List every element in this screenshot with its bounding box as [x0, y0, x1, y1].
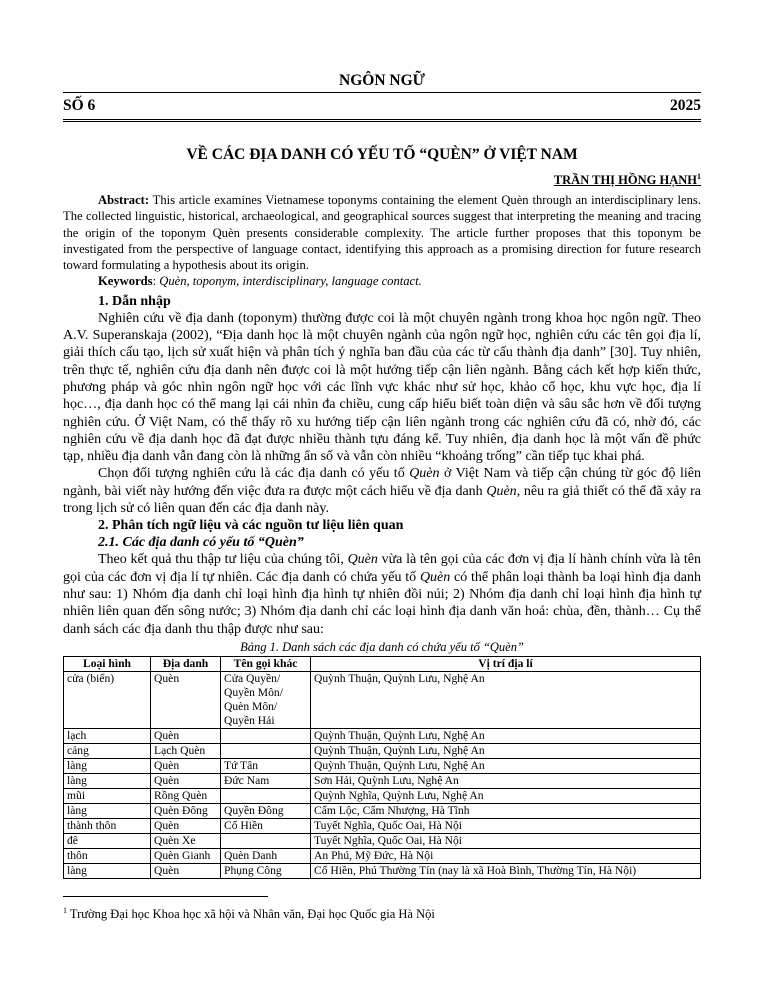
table-cell: Cổ Hiền, Phú Thường Tín (nay là xã Hoà Bình, Thường Tín, Hà Nội): [311, 863, 701, 878]
table-cell: Quèn: [151, 728, 221, 743]
table-row: [64, 848, 701, 863]
table-cell: Quỳnh Thuận, Quỳnh Lưu, Nghệ An: [311, 743, 701, 758]
text-run: vừa là tên gọi của các đơn vị địa lí hành chính vừa là tên gọi của các đơn vị địa lí tự nhiên. Các địa danh có chứa yếu tố: [63, 552, 701, 585]
abstract: [63, 192, 701, 273]
table-cell: Sơn Hải, Quỳnh Lưu, Nghệ An: [311, 773, 701, 788]
keywords: Keywords: Quèn, toponym, interdisciplinary, language contact.: [98, 274, 422, 289]
header-rule-bottom: [63, 119, 701, 122]
section-2-heading: 2. Phân tích ngữ liệu và các nguồn tư liệu liên quan: [98, 518, 404, 534]
table-cell: Quèn: [151, 671, 221, 728]
table-cell: Tuyết Nghĩa, Quốc Oai, Hà Nội: [311, 818, 701, 833]
section-1-paragraph-1: Nghiên cứu về địa danh (toponym) thường được coi là một chuyên ngành trong khoa học ngôn ngữ. Theo A.V. Superanskaja (2002), “Địa danh học là một chuyên ngành của ngôn ngữ học, nghiên cứu các tên gọi địa lí, giải thích cấu tạo, lịch sử xuất hiện và phân tích ý nghĩa ban đầu của các từ cấu thành địa danh” [30]. Tuy nhiên, trên thực tế, nghiên cứu địa danh nên được coi là một hướng tiếp cận liên ngành. Bằng cách kết hợp kiến thức, phương pháp và góc nhìn ngôn ngữ học với các lĩnh vực khác như sử học, khảo cổ học, khu vực học, địa lí học…, địa danh học có thể mang lại cái nhìn đa chiều, cung cấp hiểu biết toàn diện và sâu sắc hơn về đối tượng nghiên cứu. Ở Việt Nam, có thể thấy rõ xu hướng tiếp cận liên ngành trong các nghiên cứu đã có, nhờ đó, các nghiên cứu về địa danh học đã đạt được nhiều thành tựu đáng kể. Tuy nhiên, địa danh học là một vấn đề phức tạp, nhiều địa danh vẫn đang còn là những ẩn số và vẫn còn nhiều “khoảng trống” cần tiếp tục khai phá.: [63, 310, 701, 465]
table-cell: Quèn: [151, 758, 221, 773]
table-cell: Lạch Quèn: [151, 743, 221, 758]
table-header-cell: Tên gọi khác: [221, 656, 311, 671]
table-row: [64, 671, 701, 728]
table-cell: làng: [64, 863, 151, 878]
journal-name: NGÔN NGỮ: [339, 72, 425, 89]
section-1-paragraph-2: [63, 465, 701, 517]
table-row: [64, 743, 701, 758]
author-name: [63, 168, 701, 186]
table-cell: Quèn: [151, 863, 221, 878]
table-cell: làng: [64, 758, 151, 773]
table-row: [64, 833, 701, 848]
table-cell: Quỳnh Nghĩa, Quỳnh Lưu, Nghệ An: [311, 788, 701, 803]
italic-term: Quèn: [347, 552, 378, 568]
table-cell: Quỳnh Thuận, Quỳnh Lưu, Nghệ An: [311, 728, 701, 743]
section-1-heading: 1. Dẫn nhập: [98, 293, 171, 309]
table-cell: Quèn Đông: [151, 803, 221, 818]
table-cell: [221, 833, 311, 848]
keywords-text: Quèn, toponym, interdisciplinary, language contact.: [159, 274, 422, 289]
table-cell: Cẩm Lộc, Cẩm Nhượng, Hà Tĩnh: [311, 803, 701, 818]
text-run: Theo kết quả thu thập tư liệu của chúng tôi,: [98, 552, 348, 568]
article-title: VỀ CÁC ĐỊA DANH CÓ YẾU TỐ “QUÈN” Ở VIỆT NAM: [186, 146, 578, 163]
table-cell: Quỳnh Thuận, Quỳnh Lưu, Nghệ An: [311, 758, 701, 773]
table-cell: Quèn Danh: [221, 848, 311, 863]
toponym-table: [63, 656, 701, 879]
author-footnote-mark: 1: [697, 172, 701, 181]
table-cell: cửa (biển): [64, 671, 151, 728]
author-text: TRẦN THỊ HỒNG HẠNH: [553, 173, 697, 188]
abstract-label: Abstract:: [98, 193, 150, 207]
italic-term: Quèn: [486, 483, 517, 499]
table-row: [64, 818, 701, 833]
italic-term: Quèn: [419, 569, 451, 585]
table-header-cell: Vị trí địa lí: [311, 656, 701, 671]
table-cell: lạch: [64, 728, 151, 743]
table-header-cell: Địa danh: [151, 656, 221, 671]
table-cell: thôn: [64, 848, 151, 863]
table-row: [64, 773, 701, 788]
text-run: ở Việt Nam và tiếp cận chúng từ góc độ liên ngành, bài viết này hướng đến việc đưa ra được một cách hiểu về địa danh: [63, 466, 701, 499]
table-caption: Bảng 1. Danh sách các địa danh có chứa yếu tố “Quèn”: [240, 639, 524, 654]
text-run: Chọn đối tượng nghiên cứu là các địa danh có yếu tố: [98, 466, 410, 482]
table-cell: Đức Nam: [221, 773, 311, 788]
table-row: [64, 863, 701, 878]
table-cell: Cửa Quyền/ Quyền Môn/ Quèn Môn/ Quyền Hải: [221, 671, 311, 728]
abstract-text: This article examines Vietnamese toponyms containing the element Quèn through an interdisciplinary lens. The collected linguistic, historical, archaeological, and geographical sources suggest that interpreting the meaning and tracing the origin of the toponym Quèn presents considerable complexity. The article further proposes that this toponym be investigated from the perspective of language contact, identifying this approach as a promising direction for future research toward formulating a hypothesis about its origin.: [63, 193, 701, 273]
footnote-text: Trường Đại học Khoa học xã hội và Nhân văn, Đại học Quốc gia Hà Nội: [67, 906, 435, 921]
table-cell: thành thôn: [64, 818, 151, 833]
table-cell: làng: [64, 803, 151, 818]
table-cell: đê: [64, 833, 151, 848]
issue-row: [63, 93, 701, 119]
footnote: [63, 903, 701, 922]
table-cell: Quèn Gianh: [151, 848, 221, 863]
keywords-label: Keywords: [98, 274, 153, 289]
table-cell: Rồng Quèn: [151, 788, 221, 803]
footnote-rule: [63, 896, 268, 897]
table-row: [64, 758, 701, 773]
issue-number: SỐ 6: [63, 97, 96, 114]
table-cell: Tứ Tân: [221, 758, 311, 773]
footnote-mark: 1: [63, 905, 67, 915]
table-cell: làng: [64, 773, 151, 788]
table-cell: An Phú, Mỹ Đức, Hà Nội: [311, 848, 701, 863]
table-cell: Quyền Đông: [221, 803, 311, 818]
text-run: , nêu ra giả thiết có thể đã xảy ra trong lịch sử có liên quan đến các địa danh này.: [63, 483, 701, 517]
table-cell: mũi: [64, 788, 151, 803]
table-cell: Phụng Công: [221, 863, 311, 878]
table-cell: Cổ Hiền: [221, 818, 311, 833]
table-header-row: [64, 656, 701, 671]
table-header-cell: Loại hình: [64, 656, 151, 671]
table-row: [64, 728, 701, 743]
table-cell: cảng: [64, 743, 151, 758]
paper-page: [63, 70, 701, 922]
table-cell: Quỳnh Thuận, Quỳnh Lưu, Nghệ An: [311, 671, 701, 728]
table-cell: [221, 788, 311, 803]
table-cell: Quèn: [151, 773, 221, 788]
table-cell: [221, 728, 311, 743]
table-cell: Tuyết Nghĩa, Quốc Oai, Hà Nội: [311, 833, 701, 848]
section-2-1-heading: 2.1. Các địa danh có yếu tố “Quèn”: [98, 535, 304, 551]
table-cell: Quèn: [151, 818, 221, 833]
table-row: [64, 788, 701, 803]
table-cell: [221, 743, 311, 758]
text-run: có thể phân loại thành ba loại hình địa danh như sau: 1) Nhóm địa danh chỉ loại hình địa hình tự nhiên đồi núi; 2) Nhóm địa danh chỉ loại hình địa hình tự nhiên liên quan đến sông nước; 3) Nhóm địa danh chỉ các loại hình địa danh văn hoá: chùa, đền, thành… Cụ thể danh sách các địa danh thu thập được như sau:: [63, 569, 701, 637]
section-2-1-paragraph: [63, 551, 701, 637]
issue-year: 2025: [670, 97, 701, 114]
italic-term: Quèn: [409, 466, 440, 482]
table-row: [64, 803, 701, 818]
table-cell: Quèn Xe: [151, 833, 221, 848]
